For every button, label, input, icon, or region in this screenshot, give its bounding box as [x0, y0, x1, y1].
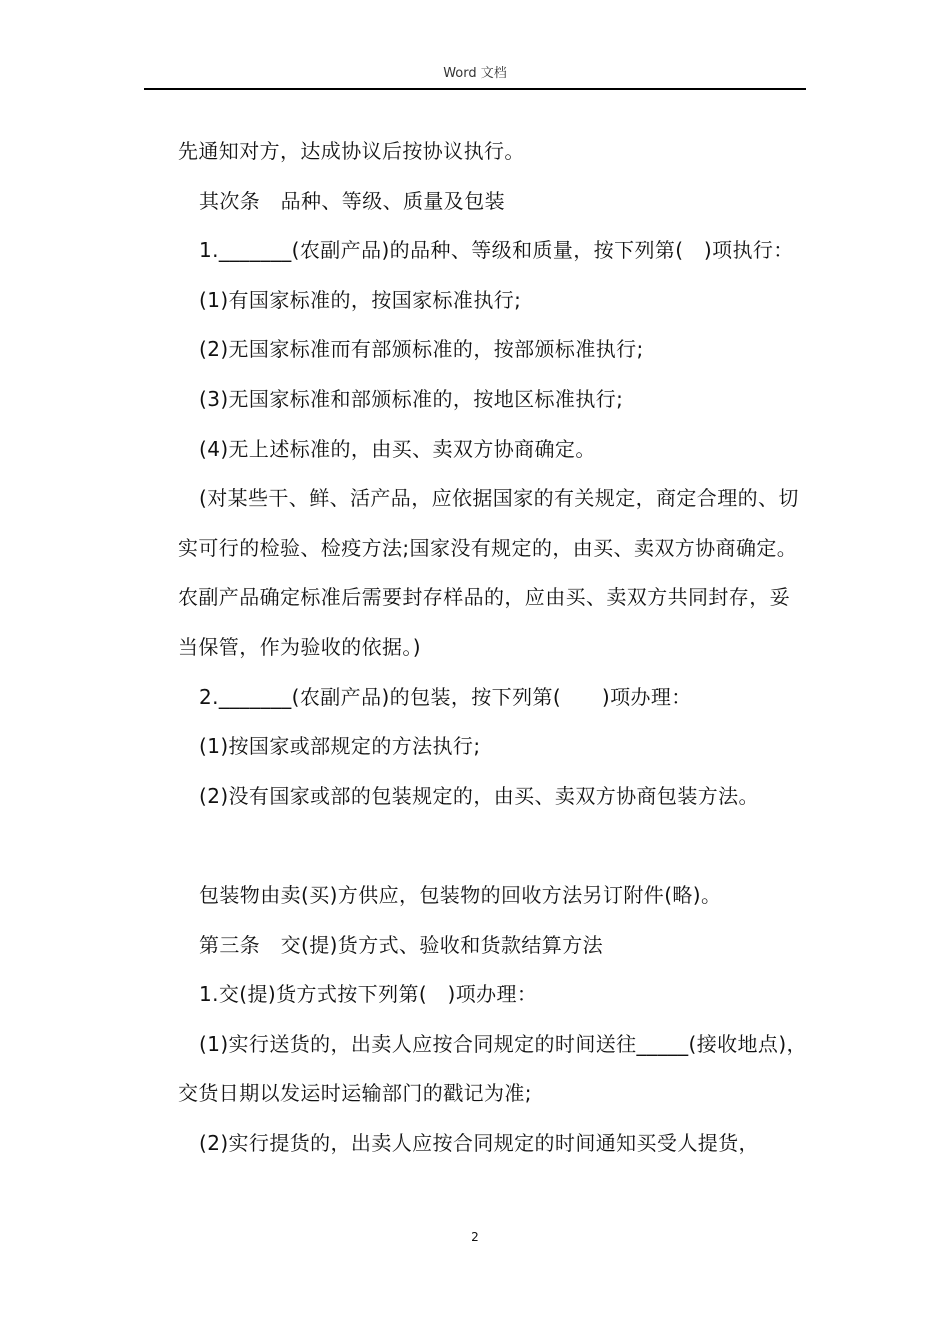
clause-2-1-item-3: (3)无国家标准和部颁标准的，按地区标准执行;	[199, 386, 624, 411]
clause-2-1-item-4: (4)无上述标准的，由买、卖双方协商确定。	[199, 436, 596, 461]
page-number: 2	[471, 1230, 479, 1244]
clause-2-1: 1._______(农副产品)的品种、等级和质量，按下列第( )项执行：	[199, 238, 794, 263]
clause-2-1-item-1: (1)有国家标准的，按国家标准执行;	[199, 287, 522, 312]
clause-2-2-item-2: (2)没有国家或部的包装规定的，由买、卖双方协商包装方法。	[199, 783, 759, 808]
clause-2-1-note: (对某些干、鲜、活产品，应依据国家的有关规定，商定合理的、切实可行的检验、检疫方法;国家没有规定的，由买、卖双方协商确定。农副产品确定标准后需要封存样品的，应由买、卖双方共同封存，妥当保管，作为验收的依据。)	[178, 486, 799, 659]
packaging-supply-paragraph: 包装物由卖(买)方供应，包装物的回收方法另订附件(略)。	[199, 882, 722, 907]
clause-3-1: 1.交(提)货方式按下列第( )项办理：	[199, 982, 538, 1007]
page-header: Word 文档	[443, 66, 507, 81]
clause-2-2-item-1: (1)按国家或部规定的方法执行;	[199, 734, 481, 759]
article-2-heading: 其次条 品种、等级、质量及包装	[199, 188, 505, 213]
document-body	[178, 127, 808, 1168]
article-3-heading: 第三条 交(提)货方式、验收和货款结算方法	[199, 932, 604, 957]
clause-2-2: 2._______(农副产品)的包装，按下列第( )项办理：	[199, 684, 692, 709]
clause-3-1-item-1: (1)实行送货的，出卖人应按合同规定的时间送往_____(接收地点)，交货日期以发运时运输部门的戳记为准;	[178, 1031, 807, 1106]
paragraph-continuation: 先通知对方，达成协议后按协议执行。	[178, 139, 525, 163]
clause-2-1-item-2: (2)无国家标准而有部颁标准的，按部颁标准执行;	[199, 337, 644, 362]
header-divider	[144, 88, 806, 90]
paragraph-spacer	[178, 821, 808, 871]
clause-3-1-item-2: (2)实行提货的，出卖人应按合同规定的时间通知买受人提货，	[199, 1130, 759, 1155]
